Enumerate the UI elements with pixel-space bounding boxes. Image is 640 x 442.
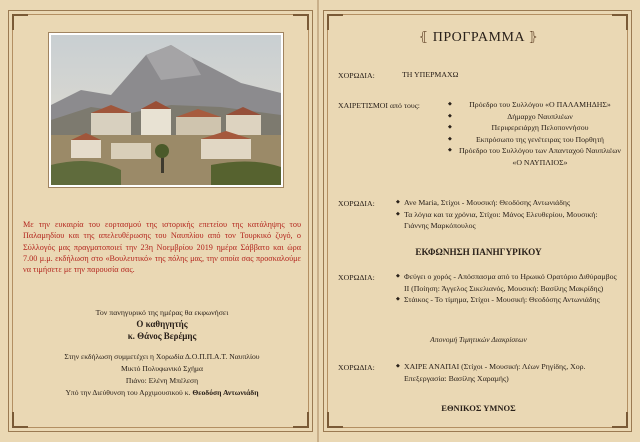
credit-line (23, 387, 301, 399)
invitation-text: Με την ευκαιρία του εορτασμού της ιστορικής επετείου της κατάληψης του Παλαμηδίου και της απελευθέρωσης του Ναυπλίου από τον Τουρκικό ζυγό, ο Σύλλογός μας πραγματοποιεί την 23η Νοεμβρίου 2019 ημέρα Σάββατο και ώρα 7.00 μ.μ. εκδήλωση στο «Βουλευτικό» της πόλης μας, την οποία σας προσκαλούμε να τιμήσετε με την παρουσία σας. (23, 220, 301, 275)
list-item: ◆ Περιφερειάρχη Πελοποννήσου (448, 122, 624, 134)
national-anthem: ΕΘΝΙΚΟΣ ΥΜΝΟΣ (441, 403, 516, 413)
choir-list (396, 197, 620, 232)
ornament-icon: ⦄ (528, 29, 539, 44)
speech-line: Τον πανηγυρικό της ημέρας θα εκφωνήσει (95, 308, 229, 317)
speech-heading: ΕΚΦΩΝΗΣΗ ΠΑΝΗΓΥΡΙΚΟΥ (415, 247, 542, 257)
corner-ornament (612, 412, 628, 428)
corner-ornament (612, 14, 628, 30)
corner-ornament (293, 412, 309, 428)
list-item: ◆ Στάικος - Το τίμημα, Στίχοι - Μουσική: Θεοδόσης Αντωνιάδης (396, 294, 620, 306)
list-item: ◆ Εκπρόσωπο της γενέτειρας του Πορθητή (448, 134, 624, 146)
list-item: ◆ Φεύγει ο χορός - Απόσπασμα από το Ηρωικό Ορατόριο Διθύραμβος ΙΙ (Ποίηση: Άγγελος Σικελιανός, Μουσική: Βασίλης Μακρίδης) (396, 271, 620, 294)
list-item: ◆ Πρόεδρο του Συλλόγου «Ο ΠΑΛΑΜΗΔΗΣ» (448, 99, 624, 111)
choir-list (396, 271, 620, 306)
credit-line: Μικτό Πολυφωνικό Σχήμα (121, 364, 203, 373)
direction-prefix: Υπό την Διεύθυνση του Αρχιμουσικού κ. (65, 388, 191, 397)
section-label: ΧΟΡΩΔΙΑ: (338, 199, 375, 208)
list-item: ◆ ΧΑΙΡΕ ΑΝΑΠΑΙ (Στίχοι - Μουσική: Λέων Ρηγίδης, Χορ. Επεξεργασία: Βασίλης Χαραμής) (396, 361, 620, 384)
ornament-icon: ⦃ (418, 29, 429, 44)
credits (23, 351, 301, 399)
corner-ornament (327, 412, 343, 428)
awards-heading: Απονομή Τιμητικών Διακρίσεων (430, 335, 527, 344)
greetings-list (448, 99, 624, 168)
corner-ornament (12, 14, 28, 30)
choir-list (396, 361, 620, 384)
left-page (8, 10, 313, 432)
section-label: ΧΟΡΩΔΙΑ: (338, 363, 375, 372)
fold-line (317, 0, 319, 442)
speaker-title: Ο καθηγητής (136, 319, 188, 329)
credit-line: Πιάνο: Ελένη Μπέλεση (125, 376, 199, 385)
list-item: ◆ Τα λόγια και τα χρόνια, Στίχοι: Μάνος Ελευθερίου, Μουσική: Γιάννης Μαρκόπουλος (396, 209, 620, 232)
program-title (324, 29, 633, 46)
corner-ornament (293, 14, 309, 30)
nafplio-painting (49, 33, 283, 187)
speaker-name: κ. Θάνος Βερέμης (127, 331, 197, 341)
section-label: ΧΑΙΡΕΤΙΣΜΟΙ από τους: (338, 101, 420, 110)
conductor-name: Θεοδόση Αντωνιάδη (192, 388, 259, 397)
corner-ornament (327, 14, 343, 30)
section-label: ΧΟΡΩΔΙΑ: (338, 71, 375, 80)
list-item: ◆ Ave Maria, Στίχοι - Μουσική: Θεοδόσης Αντωνιάδης (396, 197, 620, 209)
corner-ornament (12, 412, 28, 428)
list-item: ◆ Δήμαρχο Ναυπλιέων (448, 111, 624, 123)
list-item: ◆ Πρόεδρο του Συλλόγου των Απανταχού Ναυπλιέων «Ο ΝΑΥΠΛΙΟΣ» (448, 145, 624, 168)
section-text: ΤΗ ΥΠΕΡΜΑΧΩ (402, 70, 459, 79)
program-title-text: ΠΡΟΓΡΑΜΜΑ (432, 30, 525, 45)
right-page (323, 10, 632, 432)
section-label: ΧΟΡΩΔΙΑ: (338, 273, 375, 282)
credit-line: Στην εκδήλωση συμμετέχει η Χορωδία Δ.Ο.Π.Π.Α.Τ. Ναυπλίου (64, 352, 260, 361)
